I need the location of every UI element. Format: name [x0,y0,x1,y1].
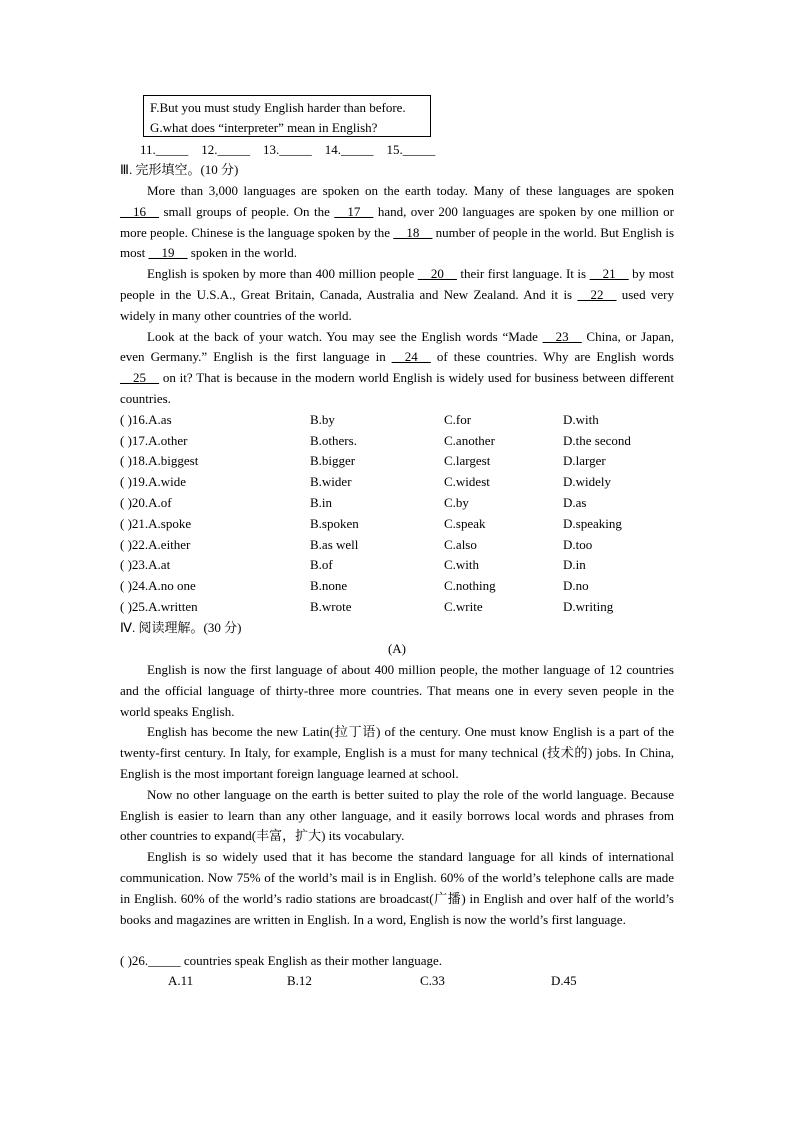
q26-option-a: A.11 [168,973,194,988]
option-row: ( )23.A.at B.of C.with D.in [120,557,586,572]
option-row: ( )21.A.spoke B.spoken C.speak D.speaking [120,516,622,531]
option-g: G.what does “interpreter” mean in English? [150,120,378,135]
reading-passage [120,660,674,930]
cloze-paragraph-3: Look at the back of your watch. You may see the English words “Made __23__ China, or Japan, even Germany.” English is the first language in __24__ of these countries. Why are English words __25__ on it? That is because in the modern world English is widely used for business between different countries. [120,328,675,406]
reading-paragraph-2: English has become the new Latin(拉丁语) of the century. One must know English is a part of the twenty-first century. In Italy, for example, English is a must for many technical (技术的) jobs. In China, English is the most important foreign language learned at school. [120,724,674,781]
cloze-paragraph-1: More than 3,000 languages are spoken on the earth today. Many of these languages are spoken __16__ small groups of people. On the __17__ hand, over 200 languages are spoken by one million or more people. Chinese is the language spoken by the __18__ number of people in the world. But English is most __19__ spoken in the world. [120,183,674,261]
passage-label: (A) [387,641,407,656]
options-box [143,95,431,137]
reading-paragraph-3: Now no other language on the earth is better suited to play the role of the world language. Because English is easier to learn than any other language, and it easily borrows local words and phrases from other countries to expand(丰富，扩大) its vocabulary. [120,786,674,844]
q26-option-c: C.33 [420,973,445,988]
cloze-passage [120,181,674,410]
question-26: ( )26._____ countries speak English as their mother language. [120,953,443,968]
reading-paragraph-1: English is now the first language of about 400 million people, the mother language of 12 countries and the official language of thirty-three more countries. That means one in every seven people in the world speaks English. [120,662,674,719]
section4-title: Ⅳ. 阅读理解。(30 分) [120,620,242,635]
question-26-options [120,971,680,991]
option-row: ( )16.A.as B.by C.for D.with [120,412,599,427]
option-row: ( )20.A.of B.in C.by D.as [120,495,587,510]
option-row: ( )25.A.written B.wrote C.write D.writing [120,599,614,614]
option-row: ( )24.A.no one B.none C.nothing D.no [120,578,589,593]
option-f: F.But you must study English harder than before. [150,100,406,115]
reading-paragraph-4: English is so widely used that it has become the standard language for all kinds of international communication. Now 75% of the world’s mail is in English. 60% of the world’s telephone calls are made in English. 60% of the world’s radio stations are broadcast(广播) in English and over half of the world’s books and magazines are written in English. In a word, English is now the world’s first language. [120,849,674,927]
option-row: ( )18.A.biggest B.bigger C.largest D.larger [120,453,606,468]
answer-blanks: 11._____ 12._____ 13._____ 14._____ 15._____ [140,142,436,157]
option-row: ( )22.A.either B.as well C.also D.too [120,537,593,552]
q26-option-b: B.12 [287,973,312,988]
section3-title: Ⅲ. 完形填空。(10 分) [120,162,239,177]
option-row: ( )17.A.other B.others. C.another D.the second [120,433,631,448]
q26-option-d: D.45 [551,973,577,988]
cloze-paragraph-2: English is spoken by more than 400 million people __20__ their first language. It is __21__ by most people in the U.S.A., Great Britain, Canada, Australia and New Zealand. And it is __22__ used very widely in many other countries of the world. [120,266,674,323]
option-row: ( )19.A.wide B.wider C.widest D.widely [120,474,612,489]
